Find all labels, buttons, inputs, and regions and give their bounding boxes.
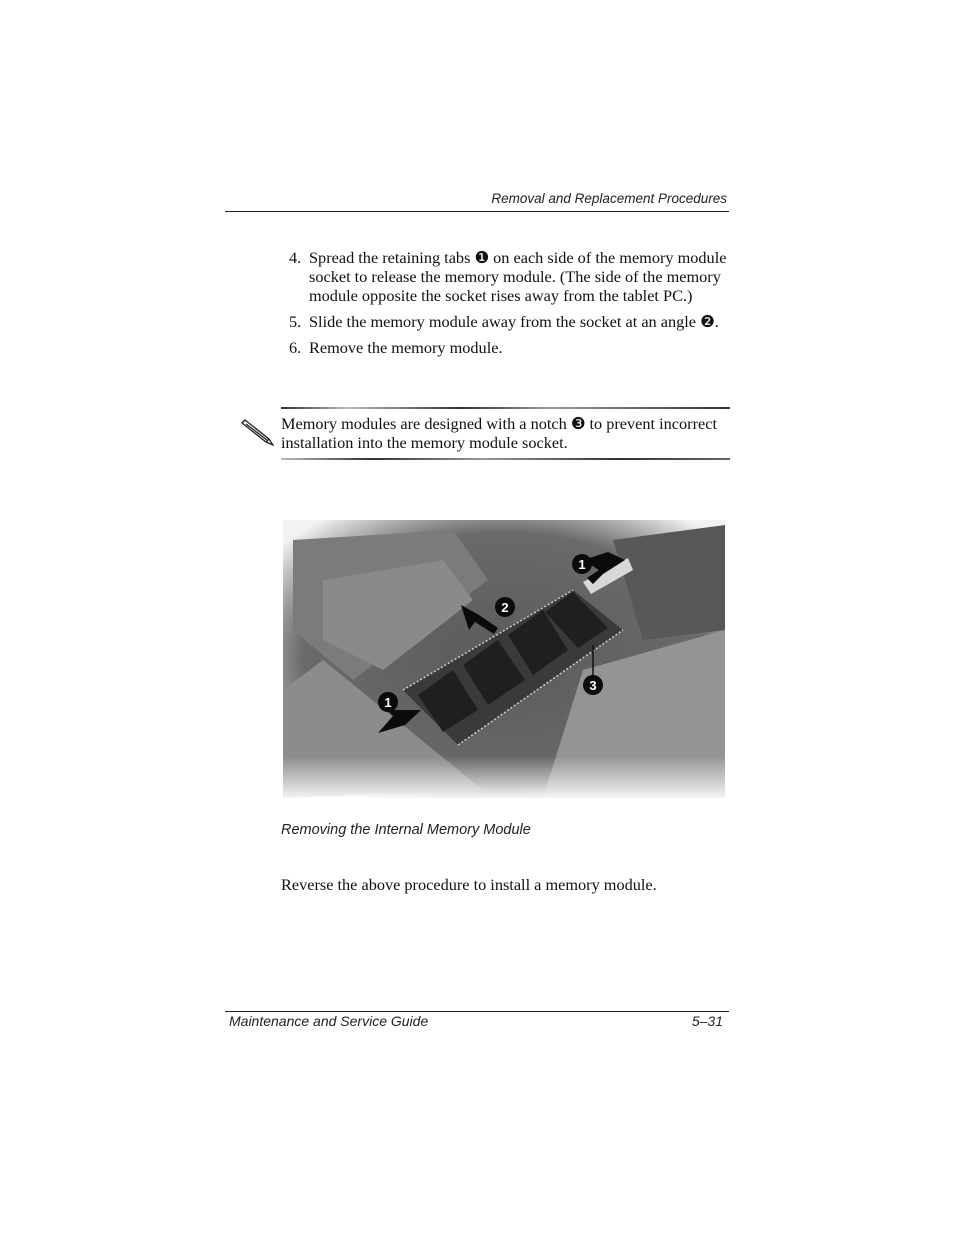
step-text: Remove the memory module. xyxy=(309,338,503,357)
memory-module-figure xyxy=(283,520,725,798)
step-number: 5. xyxy=(289,312,302,331)
step-item xyxy=(289,338,734,357)
step-text: Spread the retaining tabs ❶ on each side of the memory module socket to release the memory module. (The side of the memory module opposite the socket rises away from the tablet PC.) xyxy=(309,248,727,305)
header-rule xyxy=(225,211,729,212)
step-list xyxy=(289,248,734,364)
footer-page-number: 5–31 xyxy=(691,1013,723,1029)
note-bottom-rule xyxy=(281,458,730,460)
step-number: 6. xyxy=(289,338,302,357)
footer-guide-title: Maintenance and Service Guide xyxy=(229,1013,429,1029)
note-box xyxy=(240,407,730,460)
step-number: 4. xyxy=(289,248,302,267)
note-top-rule xyxy=(281,407,730,409)
footer-rule xyxy=(225,1011,729,1012)
step-item xyxy=(289,248,734,305)
header-title: Removal and Replacement Procedures xyxy=(491,191,727,206)
closing-paragraph: Reverse the above procedure to install a memory module. xyxy=(281,875,657,894)
note-text: Memory modules are designed with a notch ❸ to prevent incorrect installation into the memory module socket. xyxy=(281,414,717,452)
step-item xyxy=(289,312,734,331)
pencil-note-icon xyxy=(240,416,274,446)
figure-caption: Removing the Internal Memory Module xyxy=(281,822,531,838)
step-text: Slide the memory module away from the socket at an angle ❷. xyxy=(309,312,719,331)
